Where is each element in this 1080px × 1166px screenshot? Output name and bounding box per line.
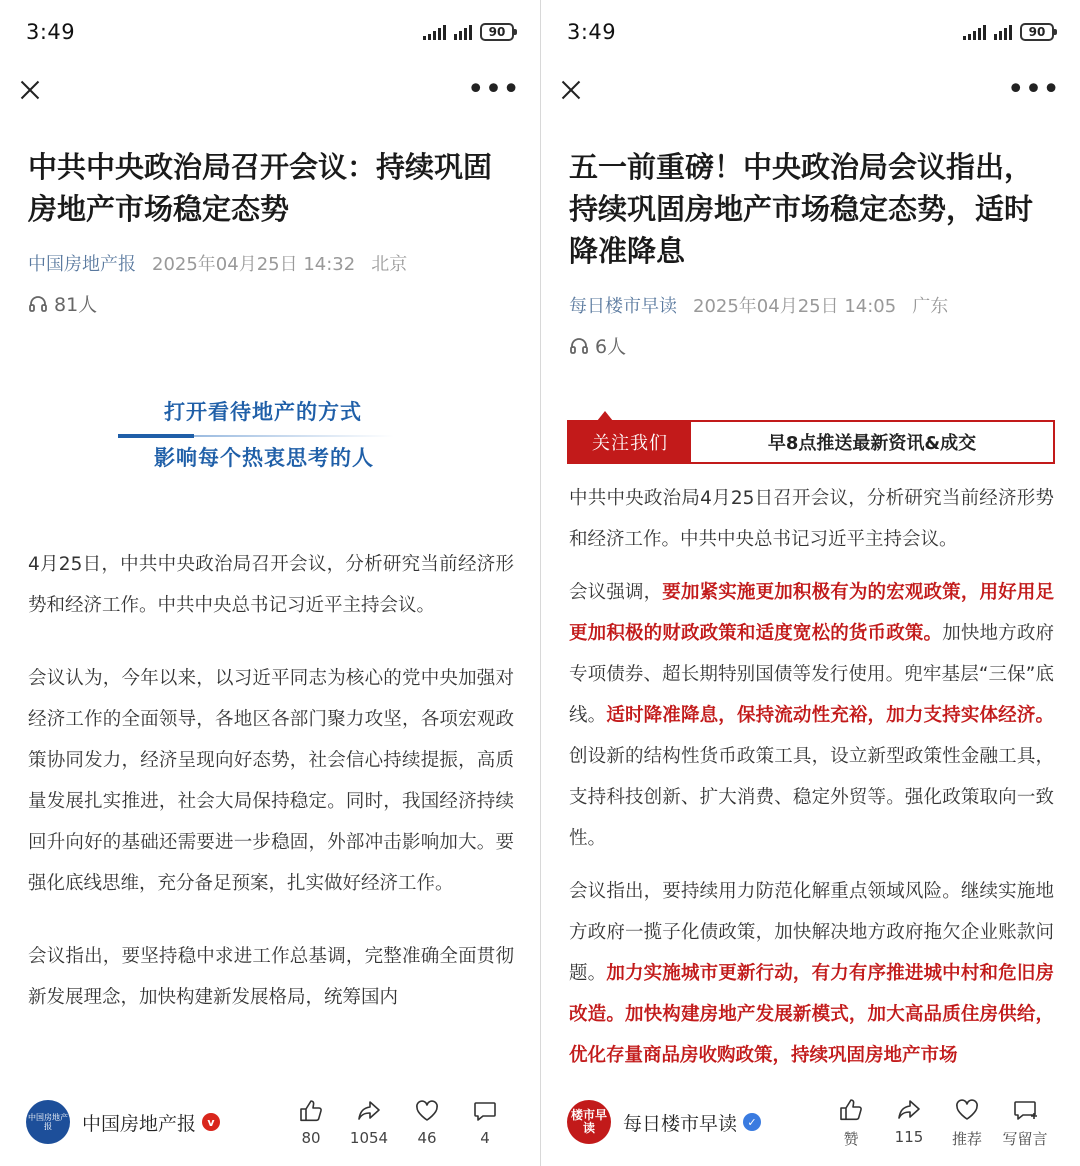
paragraph-3: 会议指出，要坚持稳中求进工作总基调，完整准确全面贯彻新发展理念，加快构建新发展格局，统筹国内 xyxy=(28,946,514,1008)
headphones-icon xyxy=(569,336,589,356)
favorite-button[interactable] xyxy=(398,1097,456,1147)
banner-rule-fade xyxy=(194,435,394,437)
article-title: 五一前重磅！中央政治局会议指出，持续巩固房地产市场稳定态势，适时降准降息 xyxy=(569,150,1034,268)
publish-location: 广东 xyxy=(912,296,949,317)
write-comment-label: 写留言 xyxy=(1002,1129,1048,1148)
status-icons xyxy=(963,23,1054,41)
verified-badge-icon: ✓ xyxy=(743,1113,761,1131)
article-meta xyxy=(569,292,1054,318)
publish-date: 2025年04月25日 14:05 xyxy=(693,296,897,317)
follow-tagline: 早8点推送最新资讯&成交 xyxy=(767,433,977,454)
article-body xyxy=(28,544,514,1018)
heart-icon xyxy=(953,1096,981,1124)
paragraph-2: 会议强调，要加紧实施更加积极有为的宏观政策，用好用足更加积极的财政政策和适度宽松的货币政策。加快地方政府专项债券、超长期特别国债等发行使用。兜牢基层“三保”底线。适时降准降息，保持流动性充裕，加力支持实体经济。创设新的结构性货币政策工具，设立新型政策性金融工具，支持科技创新、扩大消费、稳定外贸等。强化政策取向一致性。 xyxy=(569,582,1054,849)
source-link[interactable]: 每日楼市早读 xyxy=(569,296,677,317)
close-icon[interactable] xyxy=(16,76,44,104)
more-icon[interactable]: ••• xyxy=(466,72,520,107)
listener-count: 81人 xyxy=(54,294,98,316)
write-comment-button[interactable] xyxy=(996,1096,1054,1149)
thumbs-up-icon xyxy=(297,1097,325,1125)
recommend-label: 推荐 xyxy=(951,1129,982,1148)
share-button[interactable] xyxy=(340,1097,398,1147)
status-bar xyxy=(26,14,514,50)
listen-count[interactable] xyxy=(569,332,1054,359)
article-header xyxy=(28,146,514,317)
source-link[interactable]: 中国房地产报 xyxy=(28,254,136,275)
recommend-button[interactable] xyxy=(938,1096,996,1149)
signal-icon xyxy=(423,24,446,40)
banner-line-1: 打开看待地产的方式 xyxy=(164,400,362,424)
favorite-count: 46 xyxy=(417,1129,437,1147)
article-title: 中共中央政治局召开会议：持续巩固房地产市场稳定态势 xyxy=(28,150,493,226)
article-body xyxy=(569,478,1054,1076)
top-bar xyxy=(16,70,520,110)
banner-line-2: 影响每个热衷思考的人 xyxy=(154,446,374,470)
status-time: 3:49 xyxy=(567,20,617,44)
headphones-icon xyxy=(28,294,48,314)
comment-add-icon xyxy=(1011,1096,1039,1124)
battery-icon: 90 xyxy=(480,23,514,41)
right-screen xyxy=(540,0,1080,1166)
highlight-text: 加力实施城市更新行动，有力有序推进城中村和危旧房改造。加快构建房地产发展新模式，加大高品质住房供给，优化存量商品房收购政策，持续巩固房地产市场 xyxy=(569,963,1054,1066)
like-count: 80 xyxy=(301,1129,321,1147)
verified-badge-icon: v xyxy=(202,1113,220,1131)
follow-label[interactable]: 关注我们 xyxy=(569,422,691,462)
action-bar xyxy=(822,1096,1054,1149)
top-bar xyxy=(557,70,1060,110)
comment-count: 4 xyxy=(480,1129,490,1147)
promo-banner xyxy=(110,392,440,482)
highlight-text: 适时降准降息，保持流动性充裕，加力支持实体经济。 xyxy=(606,705,1054,726)
share-icon xyxy=(355,1097,383,1125)
account-avatar[interactable]: 楼市早读 xyxy=(567,1100,611,1144)
signal-icon-2 xyxy=(994,24,1012,40)
share-button[interactable] xyxy=(880,1096,938,1149)
account-avatar[interactable]: 中国房地产报 xyxy=(26,1100,70,1144)
account-name[interactable]: 中国房地产报 v xyxy=(82,1109,220,1136)
battery-icon: 90 xyxy=(1020,23,1054,41)
publish-location: 北京 xyxy=(371,254,408,275)
heart-icon xyxy=(413,1097,441,1125)
close-icon[interactable] xyxy=(557,76,585,104)
publish-date: 2025年04月25日 14:32 xyxy=(152,254,356,275)
paragraph-2: 会议认为，今年以来，以习近平同志为核心的党中央加强对经济工作的全面领导，各地区各部门聚力攻坚，各项宏观政策协同发力，经济呈现向好态势，社会信心持续提振，高质量发展扎实推进，社会大局保持稳定。同时，我国经济持续回升向好的基础还需要进一步稳固，外部冲击影响加大。要强化底线思维，充分备足预案，扎实做好经济工作。 xyxy=(28,668,514,894)
share-icon xyxy=(895,1096,923,1124)
listen-count[interactable] xyxy=(28,290,514,317)
bottom-bar xyxy=(541,1078,1080,1166)
bottom-bar xyxy=(0,1078,540,1166)
account-name[interactable]: 每日楼市早读 ✓ xyxy=(623,1109,761,1136)
status-time: 3:49 xyxy=(26,20,76,44)
like-label: 赞 xyxy=(843,1129,859,1148)
banner-rule xyxy=(118,434,194,438)
action-bar xyxy=(282,1097,514,1147)
signal-icon xyxy=(963,24,986,40)
follow-banner[interactable] xyxy=(567,420,1055,464)
paragraph-1: 4月25日，中共中央政治局召开会议，分析研究当前经济形势和经济工作。中共中央总书记习近平主持会议。 xyxy=(28,554,514,616)
comment-icon xyxy=(471,1097,499,1125)
share-count: 1054 xyxy=(349,1129,389,1147)
like-button[interactable] xyxy=(822,1096,880,1149)
signal-icon-2 xyxy=(454,24,472,40)
listener-count: 6人 xyxy=(595,336,627,358)
share-count: 115 xyxy=(894,1127,924,1146)
thumbs-up-icon xyxy=(837,1096,865,1124)
more-icon[interactable]: ••• xyxy=(1006,72,1060,107)
article-meta xyxy=(28,250,514,276)
like-button[interactable] xyxy=(282,1097,340,1147)
comment-button[interactable] xyxy=(456,1097,514,1147)
status-bar xyxy=(567,14,1054,50)
highlight-text: 要加紧实施更加积极有为的宏观政策，用好用足更加积极的财政政策和适度宽松的货币政策。 xyxy=(569,582,1054,644)
status-icons xyxy=(423,23,514,41)
paragraph-1: 中共中央政治局4月25日召开会议，分析研究当前经济形势和经济工作。中共中央总书记习近平主持会议。 xyxy=(569,488,1054,550)
paragraph-3: 会议指出，要持续用力防范化解重点领域风险。继续实施地方政府一揽子化债政策，加快解决地方政府拖欠企业账款问题。加力实施城市更新行动，有力有序推进城中村和危旧房改造。加快构建房地产发展新模式，加大高品质住房供给，优化存量商品房收购政策，持续巩固房地产市场 xyxy=(569,881,1054,1066)
article-header xyxy=(569,146,1054,359)
